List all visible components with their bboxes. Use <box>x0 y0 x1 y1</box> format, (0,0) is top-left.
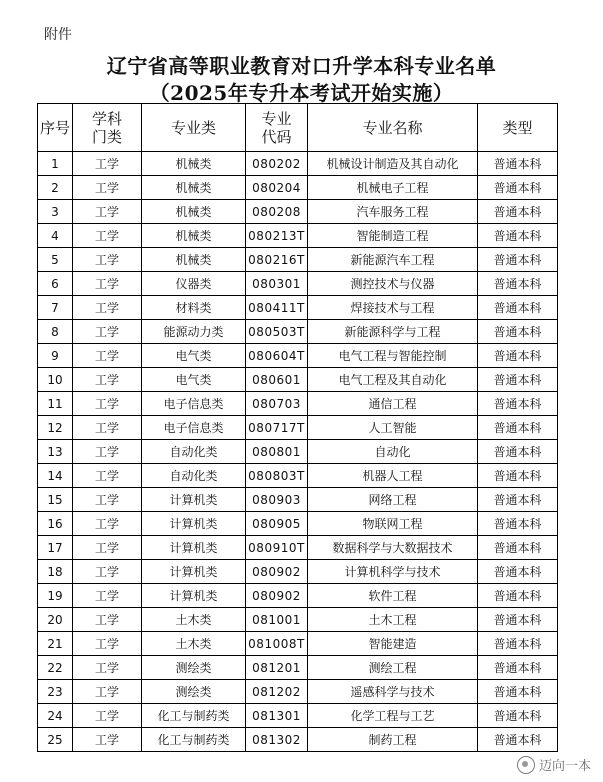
cell-code: 081001 <box>246 608 308 632</box>
cell-discipline: 工学 <box>73 152 142 176</box>
cell-discipline: 工学 <box>73 224 142 248</box>
cell-seq: 25 <box>38 728 73 752</box>
cell-discipline: 工学 <box>73 608 142 632</box>
cell-code: 080411T <box>246 296 308 320</box>
cell-seq: 15 <box>38 488 73 512</box>
major-list-table <box>37 103 558 752</box>
cell-discipline: 工学 <box>73 392 142 416</box>
cell-code: 081302 <box>246 728 308 752</box>
table-row <box>38 176 558 200</box>
cell-name: 汽车服务工程 <box>308 200 478 224</box>
table-row <box>38 152 558 176</box>
cell-seq: 16 <box>38 512 73 536</box>
cell-code: 080208 <box>246 200 308 224</box>
cell-seq: 21 <box>38 632 73 656</box>
cell-seq: 5 <box>38 248 73 272</box>
cell-type: 普通本科 <box>478 272 558 296</box>
cell-category: 测绘类 <box>142 656 246 680</box>
cell-category: 土木类 <box>142 608 246 632</box>
table-row <box>38 728 558 752</box>
cell-type: 普通本科 <box>478 296 558 320</box>
cell-category: 能源动力类 <box>142 320 246 344</box>
cell-code: 080902 <box>246 560 308 584</box>
cell-seq: 13 <box>38 440 73 464</box>
table-header-row <box>38 104 558 152</box>
cell-discipline: 工学 <box>73 440 142 464</box>
cell-code: 080503T <box>246 320 308 344</box>
cell-type: 普通本科 <box>478 560 558 584</box>
cell-name: 新能源科学与工程 <box>308 320 478 344</box>
cell-code: 081301 <box>246 704 308 728</box>
cell-type: 普通本科 <box>478 656 558 680</box>
header-code <box>246 104 308 152</box>
cell-code: 080202 <box>246 152 308 176</box>
table-row <box>38 296 558 320</box>
cell-discipline: 工学 <box>73 728 142 752</box>
cell-code: 081201 <box>246 656 308 680</box>
cell-code: 080216T <box>246 248 308 272</box>
table-row <box>38 632 558 656</box>
header-name: 专业名称 <box>308 104 478 152</box>
header-code-line2: 代码 <box>261 127 292 146</box>
cell-name: 机器人工程 <box>308 464 478 488</box>
cell-code: 081202 <box>246 680 308 704</box>
cell-code: 080213T <box>246 224 308 248</box>
cell-discipline: 工学 <box>73 536 142 560</box>
cell-seq: 20 <box>38 608 73 632</box>
cell-name: 数据科学与大数据技术 <box>308 536 478 560</box>
cell-code: 080703 <box>246 392 308 416</box>
page-subtitle: （2025年专升本考试开始实施） <box>149 81 454 105</box>
wechat-icon <box>517 756 535 774</box>
cell-type: 普通本科 <box>478 512 558 536</box>
cell-code: 080902 <box>246 584 308 608</box>
cell-seq: 11 <box>38 392 73 416</box>
cell-discipline: 工学 <box>73 464 142 488</box>
cell-type: 普通本科 <box>478 392 558 416</box>
cell-seq: 6 <box>38 272 73 296</box>
cell-name: 测控技术与仪器 <box>308 272 478 296</box>
cell-seq: 24 <box>38 704 73 728</box>
cell-code: 080301 <box>246 272 308 296</box>
cell-name: 测绘工程 <box>308 656 478 680</box>
cell-discipline: 工学 <box>73 632 142 656</box>
cell-category: 电子信息类 <box>142 416 246 440</box>
cell-name: 自动化 <box>308 440 478 464</box>
cell-name: 机械设计制造及其自动化 <box>308 152 478 176</box>
table-row <box>38 488 558 512</box>
cell-type: 普通本科 <box>478 200 558 224</box>
header-type: 类型 <box>478 104 558 152</box>
cell-code: 080204 <box>246 176 308 200</box>
header-discipline-line1: 学科 <box>91 109 122 128</box>
cell-name: 智能建造 <box>308 632 478 656</box>
cell-discipline: 工学 <box>73 656 142 680</box>
attachment-label: 附件 <box>44 27 72 43</box>
watermark-text: 迈向一本 <box>538 759 591 774</box>
cell-type: 普通本科 <box>478 320 558 344</box>
cell-discipline: 工学 <box>73 296 142 320</box>
cell-code: 080803T <box>246 464 308 488</box>
cell-seq: 22 <box>38 656 73 680</box>
watermark <box>517 755 591 774</box>
cell-type: 普通本科 <box>478 584 558 608</box>
cell-category: 电子信息类 <box>142 392 246 416</box>
cell-type: 普通本科 <box>478 704 558 728</box>
header-category: 专业类 <box>142 104 246 152</box>
cell-type: 普通本科 <box>478 176 558 200</box>
table-row <box>38 440 558 464</box>
table-row <box>38 368 558 392</box>
cell-discipline: 工学 <box>73 560 142 584</box>
cell-seq: 17 <box>38 536 73 560</box>
cell-code: 080601 <box>246 368 308 392</box>
cell-discipline: 工学 <box>73 584 142 608</box>
cell-seq: 8 <box>38 320 73 344</box>
table-row <box>38 344 558 368</box>
cell-type: 普通本科 <box>478 728 558 752</box>
cell-code: 080717T <box>246 416 308 440</box>
cell-category: 机械类 <box>142 176 246 200</box>
table-row <box>38 704 558 728</box>
header-discipline <box>73 104 142 152</box>
cell-category: 计算机类 <box>142 536 246 560</box>
cell-discipline: 工学 <box>73 272 142 296</box>
cell-name: 通信工程 <box>308 392 478 416</box>
table-row <box>38 512 558 536</box>
cell-name: 物联网工程 <box>308 512 478 536</box>
cell-type: 普通本科 <box>478 248 558 272</box>
cell-name: 软件工程 <box>308 584 478 608</box>
cell-name: 化学工程与工艺 <box>308 704 478 728</box>
cell-discipline: 工学 <box>73 368 142 392</box>
cell-seq: 19 <box>38 584 73 608</box>
cell-category: 电气类 <box>142 368 246 392</box>
cell-type: 普通本科 <box>478 152 558 176</box>
table-row <box>38 656 558 680</box>
cell-name: 新能源汽车工程 <box>308 248 478 272</box>
cell-category: 机械类 <box>142 200 246 224</box>
cell-category: 机械类 <box>142 248 246 272</box>
table-body <box>38 152 558 752</box>
cell-seq: 4 <box>38 224 73 248</box>
cell-type: 普通本科 <box>478 344 558 368</box>
cell-name: 土木工程 <box>308 608 478 632</box>
table-row <box>38 200 558 224</box>
cell-category: 自动化类 <box>142 464 246 488</box>
cell-name: 智能制造工程 <box>308 224 478 248</box>
cell-name: 制药工程 <box>308 728 478 752</box>
cell-name: 遥感科学与技术 <box>308 680 478 704</box>
table-row <box>38 536 558 560</box>
cell-discipline: 工学 <box>73 704 142 728</box>
cell-type: 普通本科 <box>478 632 558 656</box>
cell-category: 机械类 <box>142 224 246 248</box>
cell-type: 普通本科 <box>478 536 558 560</box>
cell-code: 080910T <box>246 536 308 560</box>
cell-name: 计算机科学与技术 <box>308 560 478 584</box>
cell-name: 电气工程与智能控制 <box>308 344 478 368</box>
cell-category: 材料类 <box>142 296 246 320</box>
cell-seq: 14 <box>38 464 73 488</box>
table-row <box>38 320 558 344</box>
cell-seq: 10 <box>38 368 73 392</box>
table-row <box>38 608 558 632</box>
table-row <box>38 680 558 704</box>
table-row <box>38 392 558 416</box>
cell-code: 080905 <box>246 512 308 536</box>
cell-seq: 9 <box>38 344 73 368</box>
cell-discipline: 工学 <box>73 416 142 440</box>
table-row <box>38 464 558 488</box>
cell-type: 普通本科 <box>478 488 558 512</box>
cell-type: 普通本科 <box>478 416 558 440</box>
cell-category: 仪器类 <box>142 272 246 296</box>
cell-type: 普通本科 <box>478 440 558 464</box>
cell-category: 化工与制药类 <box>142 728 246 752</box>
cell-name: 网络工程 <box>308 488 478 512</box>
table-row <box>38 248 558 272</box>
cell-discipline: 工学 <box>73 680 142 704</box>
table-row <box>38 224 558 248</box>
cell-code: 080903 <box>246 488 308 512</box>
cell-category: 土木类 <box>142 632 246 656</box>
cell-seq: 3 <box>38 200 73 224</box>
table-row <box>38 584 558 608</box>
cell-code: 081008T <box>246 632 308 656</box>
cell-code: 080604T <box>246 344 308 368</box>
cell-category: 机械类 <box>142 152 246 176</box>
header-seq: 序号 <box>38 104 73 152</box>
cell-seq: 12 <box>38 416 73 440</box>
cell-category: 计算机类 <box>142 584 246 608</box>
cell-type: 普通本科 <box>478 680 558 704</box>
cell-discipline: 工学 <box>73 512 142 536</box>
cell-discipline: 工学 <box>73 320 142 344</box>
cell-category: 计算机类 <box>142 512 246 536</box>
table-row <box>38 272 558 296</box>
table-row <box>38 416 558 440</box>
cell-seq: 18 <box>38 560 73 584</box>
cell-discipline: 工学 <box>73 176 142 200</box>
cell-code: 080801 <box>246 440 308 464</box>
cell-discipline: 工学 <box>73 248 142 272</box>
cell-seq: 7 <box>38 296 73 320</box>
cell-discipline: 工学 <box>73 344 142 368</box>
cell-discipline: 工学 <box>73 200 142 224</box>
cell-name: 电气工程及其自动化 <box>308 368 478 392</box>
cell-type: 普通本科 <box>478 464 558 488</box>
cell-category: 化工与制药类 <box>142 704 246 728</box>
page-title: 辽宁省高等职业教育对口升学本科专业名单 <box>106 54 497 78</box>
cell-category: 计算机类 <box>142 560 246 584</box>
cell-category: 电气类 <box>142 344 246 368</box>
cell-category: 计算机类 <box>142 488 246 512</box>
cell-seq: 23 <box>38 680 73 704</box>
cell-name: 焊接技术与工程 <box>308 296 478 320</box>
cell-type: 普通本科 <box>478 608 558 632</box>
cell-type: 普通本科 <box>478 224 558 248</box>
cell-seq: 1 <box>38 152 73 176</box>
header-code-line1: 专业 <box>261 109 292 128</box>
cell-type: 普通本科 <box>478 368 558 392</box>
cell-category: 测绘类 <box>142 680 246 704</box>
cell-name: 机械电子工程 <box>308 176 478 200</box>
cell-seq: 2 <box>38 176 73 200</box>
table-row <box>38 560 558 584</box>
cell-name: 人工智能 <box>308 416 478 440</box>
cell-discipline: 工学 <box>73 488 142 512</box>
cell-category: 自动化类 <box>142 440 246 464</box>
header-discipline-line2: 门类 <box>91 127 122 146</box>
